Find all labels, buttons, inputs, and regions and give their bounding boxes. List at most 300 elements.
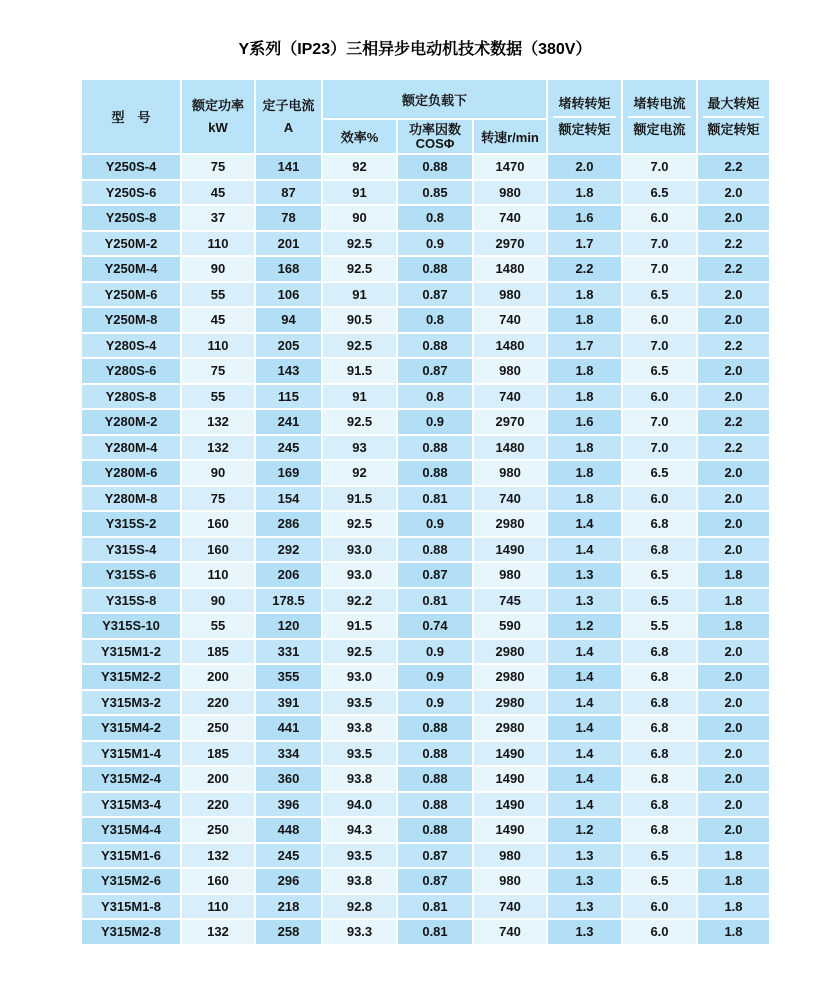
header-rated-power: [182, 80, 254, 153]
cell-speed-rpm: 980: [474, 283, 546, 307]
cell-locked-torque-ratio: 1.2: [548, 614, 621, 638]
cell-rated-power-kw: 160: [182, 869, 254, 893]
cell-max-torque-ratio: 2.0: [698, 818, 769, 842]
cell-stator-current-a: 168: [256, 257, 321, 281]
table-row: [82, 640, 769, 664]
cell-efficiency-percent: 93.3: [323, 920, 396, 944]
cell-efficiency-percent: 92.2: [323, 589, 396, 613]
cell-model: Y315M1-8: [82, 895, 180, 919]
cell-efficiency-percent: 92.8: [323, 895, 396, 919]
cell-max-torque-ratio: 2.0: [698, 538, 769, 562]
cell-max-torque-ratio: 2.0: [698, 181, 769, 205]
cell-locked-current-ratio: 6.8: [623, 538, 696, 562]
cell-efficiency-percent: 92.5: [323, 232, 396, 256]
table-row: [82, 691, 769, 715]
cell-speed-rpm: 1490: [474, 793, 546, 817]
cell-stator-current-a: 94: [256, 308, 321, 332]
cell-locked-torque-ratio: 1.7: [548, 334, 621, 358]
cell-power-factor-cos: 0.88: [398, 793, 472, 817]
cell-locked-current-ratio: 6.8: [623, 640, 696, 664]
cell-model: Y315M1-6: [82, 844, 180, 868]
cell-model: Y250S-6: [82, 181, 180, 205]
cell-locked-torque-ratio: 1.4: [548, 512, 621, 536]
table-row: [82, 767, 769, 791]
cell-locked-current-ratio: 6.5: [623, 844, 696, 868]
cell-model: Y315M2-4: [82, 767, 180, 791]
cell-efficiency-percent: 92: [323, 461, 396, 485]
cell-efficiency-percent: 91.5: [323, 487, 396, 511]
cell-stator-current-a: 115: [256, 385, 321, 409]
table-row: [82, 283, 769, 307]
cell-power-factor-cos: 0.87: [398, 359, 472, 383]
cell-efficiency-percent: 93.5: [323, 742, 396, 766]
cell-power-factor-cos: 0.88: [398, 334, 472, 358]
cell-locked-current-ratio: 7.0: [623, 155, 696, 179]
cell-speed-rpm: 980: [474, 869, 546, 893]
cell-rated-power-kw: 110: [182, 563, 254, 587]
cell-stator-current-a: 218: [256, 895, 321, 919]
cell-efficiency-percent: 93.0: [323, 538, 396, 562]
cell-model: Y250M-2: [82, 232, 180, 256]
header-stator-current: [256, 80, 321, 153]
cell-rated-power-kw: 55: [182, 283, 254, 307]
cell-locked-current-ratio: 7.0: [623, 232, 696, 256]
cell-locked-current-ratio: 6.8: [623, 742, 696, 766]
cell-rated-power-kw: 90: [182, 461, 254, 485]
cell-model: Y315M1-4: [82, 742, 180, 766]
cell-power-factor-cos: 0.9: [398, 640, 472, 664]
cell-stator-current-a: 396: [256, 793, 321, 817]
cell-model: Y315M2-6: [82, 869, 180, 893]
table-row: [82, 920, 769, 944]
header-locked-torque-ratio: [548, 80, 621, 153]
header-model: 型 号: [82, 80, 180, 153]
cell-speed-rpm: 1480: [474, 436, 546, 460]
cell-speed-rpm: 1470: [474, 155, 546, 179]
cell-stator-current-a: 448: [256, 818, 321, 842]
cell-speed-rpm: 590: [474, 614, 546, 638]
cell-efficiency-percent: 91.5: [323, 614, 396, 638]
cell-speed-rpm: 1490: [474, 538, 546, 562]
cell-speed-rpm: 2970: [474, 410, 546, 434]
cell-locked-torque-ratio: 2.2: [548, 257, 621, 281]
locked-current-fraction: [623, 96, 696, 138]
cell-model: Y250S-8: [82, 206, 180, 230]
cell-efficiency-percent: 91.5: [323, 359, 396, 383]
cell-speed-rpm: 980: [474, 461, 546, 485]
header-rated-power-unit: kW: [208, 119, 228, 135]
cell-locked-current-ratio: 6.5: [623, 563, 696, 587]
cell-locked-torque-ratio: 1.4: [548, 742, 621, 766]
cell-power-factor-cos: 0.88: [398, 742, 472, 766]
cell-power-factor-cos: 0.88: [398, 716, 472, 740]
cell-stator-current-a: 292: [256, 538, 321, 562]
cell-max-torque-ratio: 1.8: [698, 614, 769, 638]
cell-stator-current-a: 106: [256, 283, 321, 307]
page-title: Y系列（IP23）三相异步电动机技术数据（380V）: [238, 41, 592, 58]
cell-efficiency-percent: 92.5: [323, 410, 396, 434]
cell-stator-current-a: 120: [256, 614, 321, 638]
cell-locked-torque-ratio: 1.3: [548, 895, 621, 919]
table-row: [82, 818, 769, 842]
cell-model: Y315S-8: [82, 589, 180, 613]
cell-max-torque-ratio: 2.2: [698, 257, 769, 281]
cell-rated-power-kw: 110: [182, 895, 254, 919]
cell-model: Y250M-8: [82, 308, 180, 332]
cell-efficiency-percent: 90.5: [323, 308, 396, 332]
cell-stator-current-a: 360: [256, 767, 321, 791]
table-row: [82, 232, 769, 256]
cell-locked-current-ratio: 6.8: [623, 665, 696, 689]
cell-rated-power-kw: 75: [182, 487, 254, 511]
locked-torque-fraction: [548, 96, 621, 138]
cell-max-torque-ratio: 2.0: [698, 716, 769, 740]
cell-locked-torque-ratio: 1.4: [548, 665, 621, 689]
locked-torque-denominator: 额定转矩: [558, 121, 611, 137]
cell-model: Y315M2-8: [82, 920, 180, 944]
cell-rated-power-kw: 37: [182, 206, 254, 230]
cell-efficiency-percent: 92.5: [323, 257, 396, 281]
cell-rated-power-kw: 250: [182, 716, 254, 740]
cell-locked-current-ratio: 6.5: [623, 589, 696, 613]
cell-power-factor-cos: 0.87: [398, 283, 472, 307]
cell-locked-torque-ratio: 1.3: [548, 920, 621, 944]
table-row: [82, 181, 769, 205]
cell-speed-rpm: 740: [474, 487, 546, 511]
cell-locked-current-ratio: 6.8: [623, 691, 696, 715]
cell-power-factor-cos: 0.9: [398, 665, 472, 689]
cell-speed-rpm: 2970: [474, 232, 546, 256]
cell-locked-torque-ratio: 1.8: [548, 487, 621, 511]
cell-efficiency-percent: 93.8: [323, 716, 396, 740]
cell-stator-current-a: 241: [256, 410, 321, 434]
cell-model: Y315M2-2: [82, 665, 180, 689]
cell-max-torque-ratio: 1.8: [698, 920, 769, 944]
cell-model: Y280S-8: [82, 385, 180, 409]
cell-power-factor-cos: 0.85: [398, 181, 472, 205]
max-torque-fraction: [698, 96, 769, 138]
cell-stator-current-a: 154: [256, 487, 321, 511]
cell-rated-power-kw: 132: [182, 844, 254, 868]
cell-rated-power-kw: 55: [182, 385, 254, 409]
table-row: [82, 665, 769, 689]
cell-model: Y315M3-2: [82, 691, 180, 715]
table-row: [82, 563, 769, 587]
header-power-factor: [398, 120, 472, 153]
cell-locked-torque-ratio: 1.7: [548, 232, 621, 256]
cell-rated-power-kw: 250: [182, 818, 254, 842]
cell-rated-power-kw: 132: [182, 920, 254, 944]
cell-stator-current-a: 296: [256, 869, 321, 893]
cell-power-factor-cos: 0.81: [398, 895, 472, 919]
cell-model: Y315S-6: [82, 563, 180, 587]
cell-model: Y250M-4: [82, 257, 180, 281]
cell-locked-torque-ratio: 1.3: [548, 589, 621, 613]
cell-rated-power-kw: 132: [182, 436, 254, 460]
cell-power-factor-cos: 0.88: [398, 461, 472, 485]
cell-stator-current-a: 141: [256, 155, 321, 179]
cell-rated-power-kw: 220: [182, 793, 254, 817]
table-row: [82, 589, 769, 613]
cell-locked-torque-ratio: 1.8: [548, 359, 621, 383]
cell-locked-torque-ratio: 1.3: [548, 844, 621, 868]
table-row: [82, 308, 769, 332]
cell-power-factor-cos: 0.87: [398, 844, 472, 868]
cell-max-torque-ratio: 2.0: [698, 793, 769, 817]
cell-efficiency-percent: 93.5: [323, 844, 396, 868]
cell-model: Y280M-8: [82, 487, 180, 511]
cell-stator-current-a: 245: [256, 844, 321, 868]
cell-power-factor-cos: 0.88: [398, 436, 472, 460]
cell-max-torque-ratio: 2.0: [698, 665, 769, 689]
fraction-bar: [703, 116, 763, 118]
header-efficiency: 效率%: [323, 120, 396, 153]
cell-locked-torque-ratio: 1.8: [548, 461, 621, 485]
table-row: [82, 614, 769, 638]
cell-locked-torque-ratio: 1.4: [548, 767, 621, 791]
cell-speed-rpm: 1490: [474, 818, 546, 842]
cell-max-torque-ratio: 2.0: [698, 487, 769, 511]
cell-model: Y280M-2: [82, 410, 180, 434]
cell-speed-rpm: 740: [474, 308, 546, 332]
cell-rated-power-kw: 132: [182, 410, 254, 434]
cell-model: Y315S-2: [82, 512, 180, 536]
table-header: [82, 80, 769, 153]
cell-efficiency-percent: 93.5: [323, 691, 396, 715]
cell-model: Y280S-6: [82, 359, 180, 383]
cell-speed-rpm: 980: [474, 359, 546, 383]
cell-locked-current-ratio: 6.0: [623, 206, 696, 230]
cell-power-factor-cos: 0.88: [398, 257, 472, 281]
cell-locked-current-ratio: 6.8: [623, 793, 696, 817]
cell-max-torque-ratio: 2.0: [698, 283, 769, 307]
cell-stator-current-a: 78: [256, 206, 321, 230]
cell-max-torque-ratio: 1.8: [698, 869, 769, 893]
locked-current-numerator: 堵转电流: [633, 95, 686, 111]
cell-max-torque-ratio: 1.8: [698, 589, 769, 613]
cell-efficiency-percent: 92: [323, 155, 396, 179]
cell-power-factor-cos: 0.81: [398, 487, 472, 511]
cell-locked-current-ratio: 6.0: [623, 308, 696, 332]
cell-speed-rpm: 980: [474, 181, 546, 205]
cell-speed-rpm: 1490: [474, 742, 546, 766]
cell-max-torque-ratio: 2.2: [698, 436, 769, 460]
cell-locked-current-ratio: 6.0: [623, 487, 696, 511]
cell-locked-torque-ratio: 1.8: [548, 181, 621, 205]
cell-rated-power-kw: 75: [182, 359, 254, 383]
cell-rated-power-kw: 160: [182, 512, 254, 536]
cell-locked-current-ratio: 6.0: [623, 385, 696, 409]
cell-model: Y315M4-2: [82, 716, 180, 740]
cell-max-torque-ratio: 2.0: [698, 206, 769, 230]
cell-efficiency-percent: 93: [323, 436, 396, 460]
cell-locked-torque-ratio: 2.0: [548, 155, 621, 179]
cell-model: Y250M-6: [82, 283, 180, 307]
header-rated-load-group: 额定负载下: [323, 80, 546, 118]
fraction-bar: [628, 116, 690, 118]
cell-locked-current-ratio: 6.5: [623, 869, 696, 893]
cell-rated-power-kw: 110: [182, 232, 254, 256]
cell-rated-power-kw: 185: [182, 742, 254, 766]
fraction-bar: [553, 116, 615, 118]
cell-locked-current-ratio: 7.0: [623, 334, 696, 358]
cell-locked-torque-ratio: 1.4: [548, 793, 621, 817]
cell-locked-current-ratio: 6.5: [623, 461, 696, 485]
cell-stator-current-a: 178.5: [256, 589, 321, 613]
cell-stator-current-a: 334: [256, 742, 321, 766]
cell-power-factor-cos: 0.74: [398, 614, 472, 638]
cell-speed-rpm: 2980: [474, 640, 546, 664]
table-row: [82, 895, 769, 919]
cell-power-factor-cos: 0.9: [398, 232, 472, 256]
cell-stator-current-a: 391: [256, 691, 321, 715]
cell-stator-current-a: 355: [256, 665, 321, 689]
cell-max-torque-ratio: 1.8: [698, 563, 769, 587]
cell-rated-power-kw: 200: [182, 665, 254, 689]
table-row: [82, 410, 769, 434]
cell-power-factor-cos: 0.8: [398, 385, 472, 409]
cell-power-factor-cos: 0.81: [398, 920, 472, 944]
cell-power-factor-cos: 0.8: [398, 308, 472, 332]
cell-locked-torque-ratio: 1.6: [548, 206, 621, 230]
cell-locked-torque-ratio: 1.6: [548, 410, 621, 434]
cell-max-torque-ratio: 2.2: [698, 232, 769, 256]
cell-speed-rpm: 2980: [474, 665, 546, 689]
cell-speed-rpm: 2980: [474, 691, 546, 715]
cell-speed-rpm: 980: [474, 563, 546, 587]
cell-rated-power-kw: 45: [182, 181, 254, 205]
cell-max-torque-ratio: 2.0: [698, 512, 769, 536]
cell-efficiency-percent: 93.8: [323, 869, 396, 893]
cell-model: Y280M-4: [82, 436, 180, 460]
header-stator-current-unit: A: [283, 119, 294, 135]
cell-max-torque-ratio: 1.8: [698, 844, 769, 868]
cell-power-factor-cos: 0.88: [398, 155, 472, 179]
cell-efficiency-percent: 90: [323, 206, 396, 230]
locked-torque-numerator: 堵转转矩: [558, 95, 611, 111]
cell-stator-current-a: 286: [256, 512, 321, 536]
table-row: [82, 385, 769, 409]
table-row: [82, 461, 769, 485]
cell-power-factor-cos: 0.88: [398, 767, 472, 791]
cell-speed-rpm: 740: [474, 895, 546, 919]
cell-power-factor-cos: 0.9: [398, 691, 472, 715]
cell-locked-current-ratio: 7.0: [623, 410, 696, 434]
cell-locked-current-ratio: 6.8: [623, 512, 696, 536]
cell-locked-torque-ratio: 1.2: [548, 818, 621, 842]
header-stator-current-label: 定子电流: [262, 97, 315, 113]
cell-speed-rpm: 740: [474, 206, 546, 230]
cell-max-torque-ratio: 2.2: [698, 155, 769, 179]
cell-efficiency-percent: 92.5: [323, 334, 396, 358]
cell-model: Y315S-4: [82, 538, 180, 562]
header-rated-power-label: 额定功率: [191, 97, 244, 113]
cell-rated-power-kw: 200: [182, 767, 254, 791]
cell-max-torque-ratio: 2.0: [698, 742, 769, 766]
cell-efficiency-percent: 91: [323, 181, 396, 205]
table-row: [82, 538, 769, 562]
cell-power-factor-cos: 0.81: [398, 589, 472, 613]
table-row: [82, 844, 769, 868]
cell-speed-rpm: 1490: [474, 767, 546, 791]
cell-stator-current-a: 441: [256, 716, 321, 740]
cell-power-factor-cos: 0.88: [398, 818, 472, 842]
cell-rated-power-kw: 90: [182, 589, 254, 613]
cell-locked-torque-ratio: 1.3: [548, 869, 621, 893]
cell-max-torque-ratio: 2.2: [698, 334, 769, 358]
cell-locked-torque-ratio: 1.8: [548, 283, 621, 307]
cell-locked-torque-ratio: 1.4: [548, 640, 621, 664]
cell-locked-current-ratio: 7.0: [623, 436, 696, 460]
cell-power-factor-cos: 0.87: [398, 869, 472, 893]
table-row: [82, 742, 769, 766]
cell-speed-rpm: 2980: [474, 512, 546, 536]
cell-locked-current-ratio: 6.5: [623, 181, 696, 205]
cell-power-factor-cos: 0.8: [398, 206, 472, 230]
table-row: [82, 869, 769, 893]
cell-locked-torque-ratio: 1.3: [548, 563, 621, 587]
cell-stator-current-a: 205: [256, 334, 321, 358]
cell-model: Y250S-4: [82, 155, 180, 179]
cell-max-torque-ratio: 2.0: [698, 691, 769, 715]
cell-speed-rpm: 740: [474, 385, 546, 409]
motor-spec-table: [80, 78, 771, 946]
cell-rated-power-kw: 110: [182, 334, 254, 358]
cell-max-torque-ratio: 1.8: [698, 895, 769, 919]
cell-efficiency-percent: 91: [323, 283, 396, 307]
cell-max-torque-ratio: 2.0: [698, 308, 769, 332]
cell-efficiency-percent: 92.5: [323, 512, 396, 536]
table-row: [82, 512, 769, 536]
table-row: [82, 436, 769, 460]
locked-current-denominator: 额定电流: [633, 121, 686, 137]
header-power-factor-symbol: COSΦ: [415, 135, 455, 151]
cell-max-torque-ratio: 2.0: [698, 767, 769, 791]
cell-max-torque-ratio: 2.0: [698, 359, 769, 383]
cell-locked-current-ratio: 6.0: [623, 920, 696, 944]
cell-max-torque-ratio: 2.0: [698, 461, 769, 485]
cell-efficiency-percent: 94.0: [323, 793, 396, 817]
cell-locked-torque-ratio: 1.8: [548, 436, 621, 460]
table-row: [82, 155, 769, 179]
cell-locked-current-ratio: 5.5: [623, 614, 696, 638]
cell-model: Y315M3-4: [82, 793, 180, 817]
header-locked-current-ratio: [623, 80, 696, 153]
cell-efficiency-percent: 93.0: [323, 563, 396, 587]
cell-power-factor-cos: 0.88: [398, 538, 472, 562]
cell-rated-power-kw: 90: [182, 257, 254, 281]
header-max-torque-ratio: [698, 80, 769, 153]
table-row: [82, 487, 769, 511]
cell-locked-current-ratio: 7.0: [623, 257, 696, 281]
table-row: [82, 206, 769, 230]
table-row: [82, 793, 769, 817]
cell-model: Y315M1-2: [82, 640, 180, 664]
cell-stator-current-a: 245: [256, 436, 321, 460]
cell-locked-torque-ratio: 1.4: [548, 716, 621, 740]
cell-max-torque-ratio: 2.0: [698, 640, 769, 664]
cell-max-torque-ratio: 2.2: [698, 410, 769, 434]
header-power-factor-label: 功率因数: [408, 121, 461, 137]
cell-locked-torque-ratio: 1.8: [548, 308, 621, 332]
table-row: [82, 716, 769, 740]
cell-stator-current-a: 331: [256, 640, 321, 664]
cell-model: Y315M4-4: [82, 818, 180, 842]
cell-speed-rpm: 745: [474, 589, 546, 613]
max-torque-numerator: 最大转矩: [707, 95, 760, 111]
cell-efficiency-percent: 94.3: [323, 818, 396, 842]
table-row: [82, 334, 769, 358]
